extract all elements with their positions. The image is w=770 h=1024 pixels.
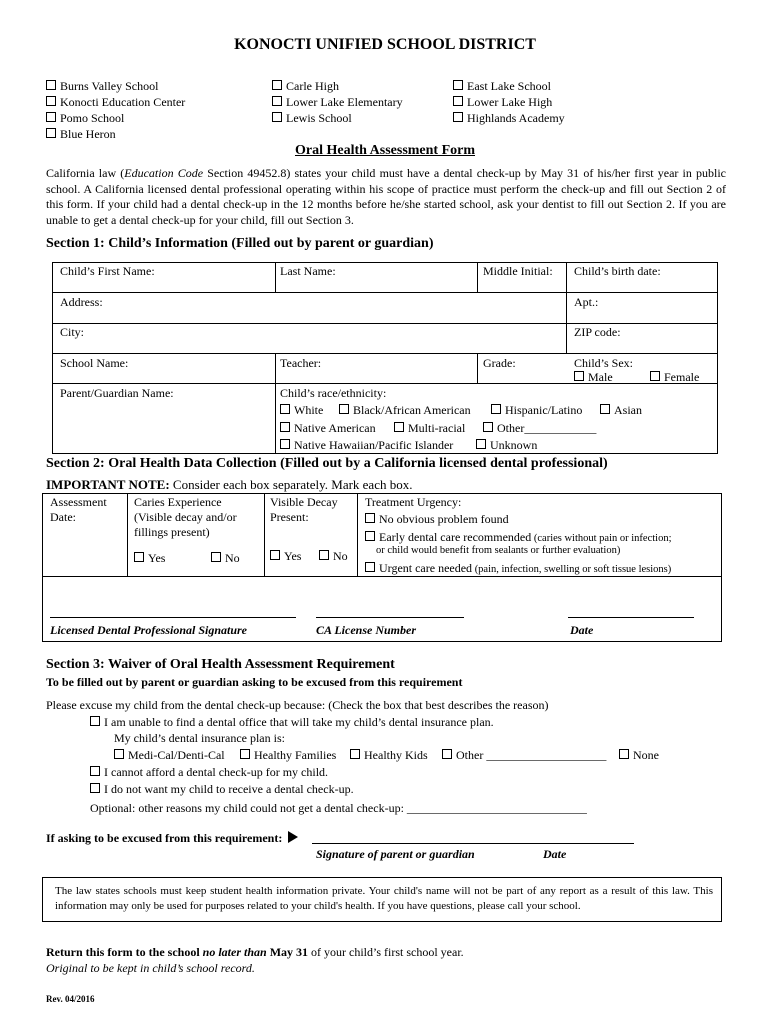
school-option[interactable]: Blue Heron [46,127,116,142]
plan-healthy-kids-option[interactable]: Healthy Kids [350,748,428,763]
guardian-label: Parent/Guardian Name: [60,386,174,400]
dental-signature-label: Licensed Dental Professional Signature [50,623,248,637]
dental-date-label: Date [570,623,594,637]
privacy-notice: The law states schools must keep student health information private. Your child's name will not be part of any report as a result of this law. This information may only be used for purposes related to your child's health. If you have questions, please call your school. [42,877,722,922]
original-note: Original to be kept in child’s school record. [46,961,255,975]
school-option[interactable]: East Lake School [453,79,551,94]
caries-yes-option[interactable]: Yes [134,551,165,566]
caries-no-option[interactable]: No [211,551,240,566]
waiver-option-insurance[interactable]: I am unable to find a dental office that will take my child’s dental insurance plan. [90,715,494,730]
school-option[interactable]: Konocti Education Center [46,95,185,110]
school-option[interactable]: Burns Valley School [46,79,158,94]
school-name-label: School Name: [60,356,129,370]
sex-male-option[interactable]: Male [574,370,613,385]
school-option[interactable]: Lower Lake High [453,95,552,110]
plan-other-option[interactable]: Other ____________________ [442,748,606,763]
school-option[interactable]: Highlands Academy [453,111,565,126]
parent-signature-label: Signature of parent or guardian [316,847,475,861]
sex-label: Child’s Sex: [574,356,634,370]
urgency-title: Treatment Urgency: [365,495,462,509]
decay-yes-option[interactable]: Yes [270,549,301,564]
caries-label: Caries Experience (Visible decay and/or fillings present) [134,495,237,539]
sex-female-option[interactable]: Female [650,370,699,385]
race-unknown-option[interactable]: Unknown [476,438,537,453]
plan-label: My child’s dental insurance plan is: [114,731,285,745]
parent-date-label: Date [543,847,567,861]
license-line[interactable] [316,617,464,618]
district-title: KONOCTI UNIFIED SCHOOL DISTRICT [234,36,536,53]
school-option[interactable]: Lewis School [272,111,352,126]
dental-date-line[interactable] [568,617,694,618]
urgency-early-option[interactable]: Early dental care recommended (caries without pain or infection; [365,530,672,545]
urgency-urgent-option[interactable]: Urgent care needed (pain, infection, swelling or soft tissue lesions) [365,561,671,576]
race-label: Child’s race/ethnicity: [280,386,387,400]
school-option[interactable]: Lower Lake Elementary [272,95,403,110]
race-hawaiian-option[interactable]: Native Hawaiian/Pacific Islander [280,438,453,453]
plan-medi-option[interactable]: Medi-Cal/Denti-Cal [114,748,225,763]
last-name-label: Last Name: [280,264,336,278]
birth-date-label: Child’s birth date: [574,264,661,278]
plan-healthy-families-option[interactable]: Healthy Families [240,748,336,763]
first-name-label: Child’s First Name: [60,264,155,278]
intro-paragraph: California law (Education Code Section 49452.8) states your child must have a dental check-up by May 31 of his/her first year in public school. A California licensed dental professional operating within his scope of practice must perform the check-up and fill out Section 2 of this form. If your child had a dental check-up in the 12 months before he/she started school, ask your dentist to fill out Section 2. If you are unable to get a dental check-up for your child, fill out Section 3. [46,166,727,227]
assessment-date-label: Assessment Date: [50,495,107,524]
optional-reasons[interactable]: Optional: other reasons my child could not get a dental check-up: ______________________________ [90,801,587,815]
urgency-early-note: or child would benefit from sealants or further evaluation) [376,545,621,556]
waiver-option-afford[interactable]: I cannot afford a dental check-up for my child. [90,765,328,780]
grade-label: Grade: [483,356,516,370]
school-option[interactable]: Carle High [272,79,339,94]
apt-label: Apt.: [574,295,599,309]
excuse-instruction: Please excuse my child from the dental check-up because: (Check the box that best describes the reason) [46,698,549,712]
arrow-right-icon [288,831,298,843]
address-label: Address: [60,295,103,309]
race-white-option[interactable]: White [280,403,323,418]
decay-no-option[interactable]: No [319,549,348,564]
teacher-label: Teacher: [280,356,322,370]
section2-title: Section 2: Oral Health Data Collection (Filled out by a California licensed dental professional) [46,456,608,471]
license-label: CA License Number [316,623,417,637]
plan-none-option[interactable]: None [619,748,659,763]
section3-subtitle: To be filled out by parent or guardian asking to be excused from this requirement [46,675,463,689]
school-option[interactable]: Pomo School [46,111,124,126]
important-note: IMPORTANT NOTE: Consider each box separately. Mark each box. [46,477,413,492]
excused-label: If asking to be excused from this requirement: [46,831,298,846]
urgency-none-option[interactable]: No obvious problem found [365,512,509,527]
section3-title: Section 3: Waiver of Oral Health Assessment Requirement [46,657,395,672]
dental-signature-line[interactable] [50,617,296,618]
race-asian-option[interactable]: Asian [600,403,642,418]
waiver-option-not-want[interactable]: I do not want my child to receive a dental check-up. [90,782,354,797]
race-hispanic-option[interactable]: Hispanic/Latino [491,403,582,418]
form-title: Oral Health Assessment Form [294,143,476,158]
decay-label: Visible Decay Present: [270,495,338,524]
return-instruction: Return this form to the school no later than May 31 of your child’s first school year. [46,945,464,959]
middle-initial-label: Middle Initial: [483,264,553,278]
parent-signature-line[interactable] [312,843,634,844]
race-black-option[interactable]: Black/African American [339,403,471,418]
race-other-option[interactable]: Other____________ [483,421,596,436]
zip-label: ZIP code: [574,325,621,339]
city-label: City: [60,325,85,339]
revision-label: Rev. 04/2016 [46,994,95,1004]
race-multi-option[interactable]: Multi-racial [394,421,465,436]
race-native-american-option[interactable]: Native American [280,421,376,436]
section1-title: Section 1: Child’s Information (Filled out by parent or guardian) [46,236,434,251]
